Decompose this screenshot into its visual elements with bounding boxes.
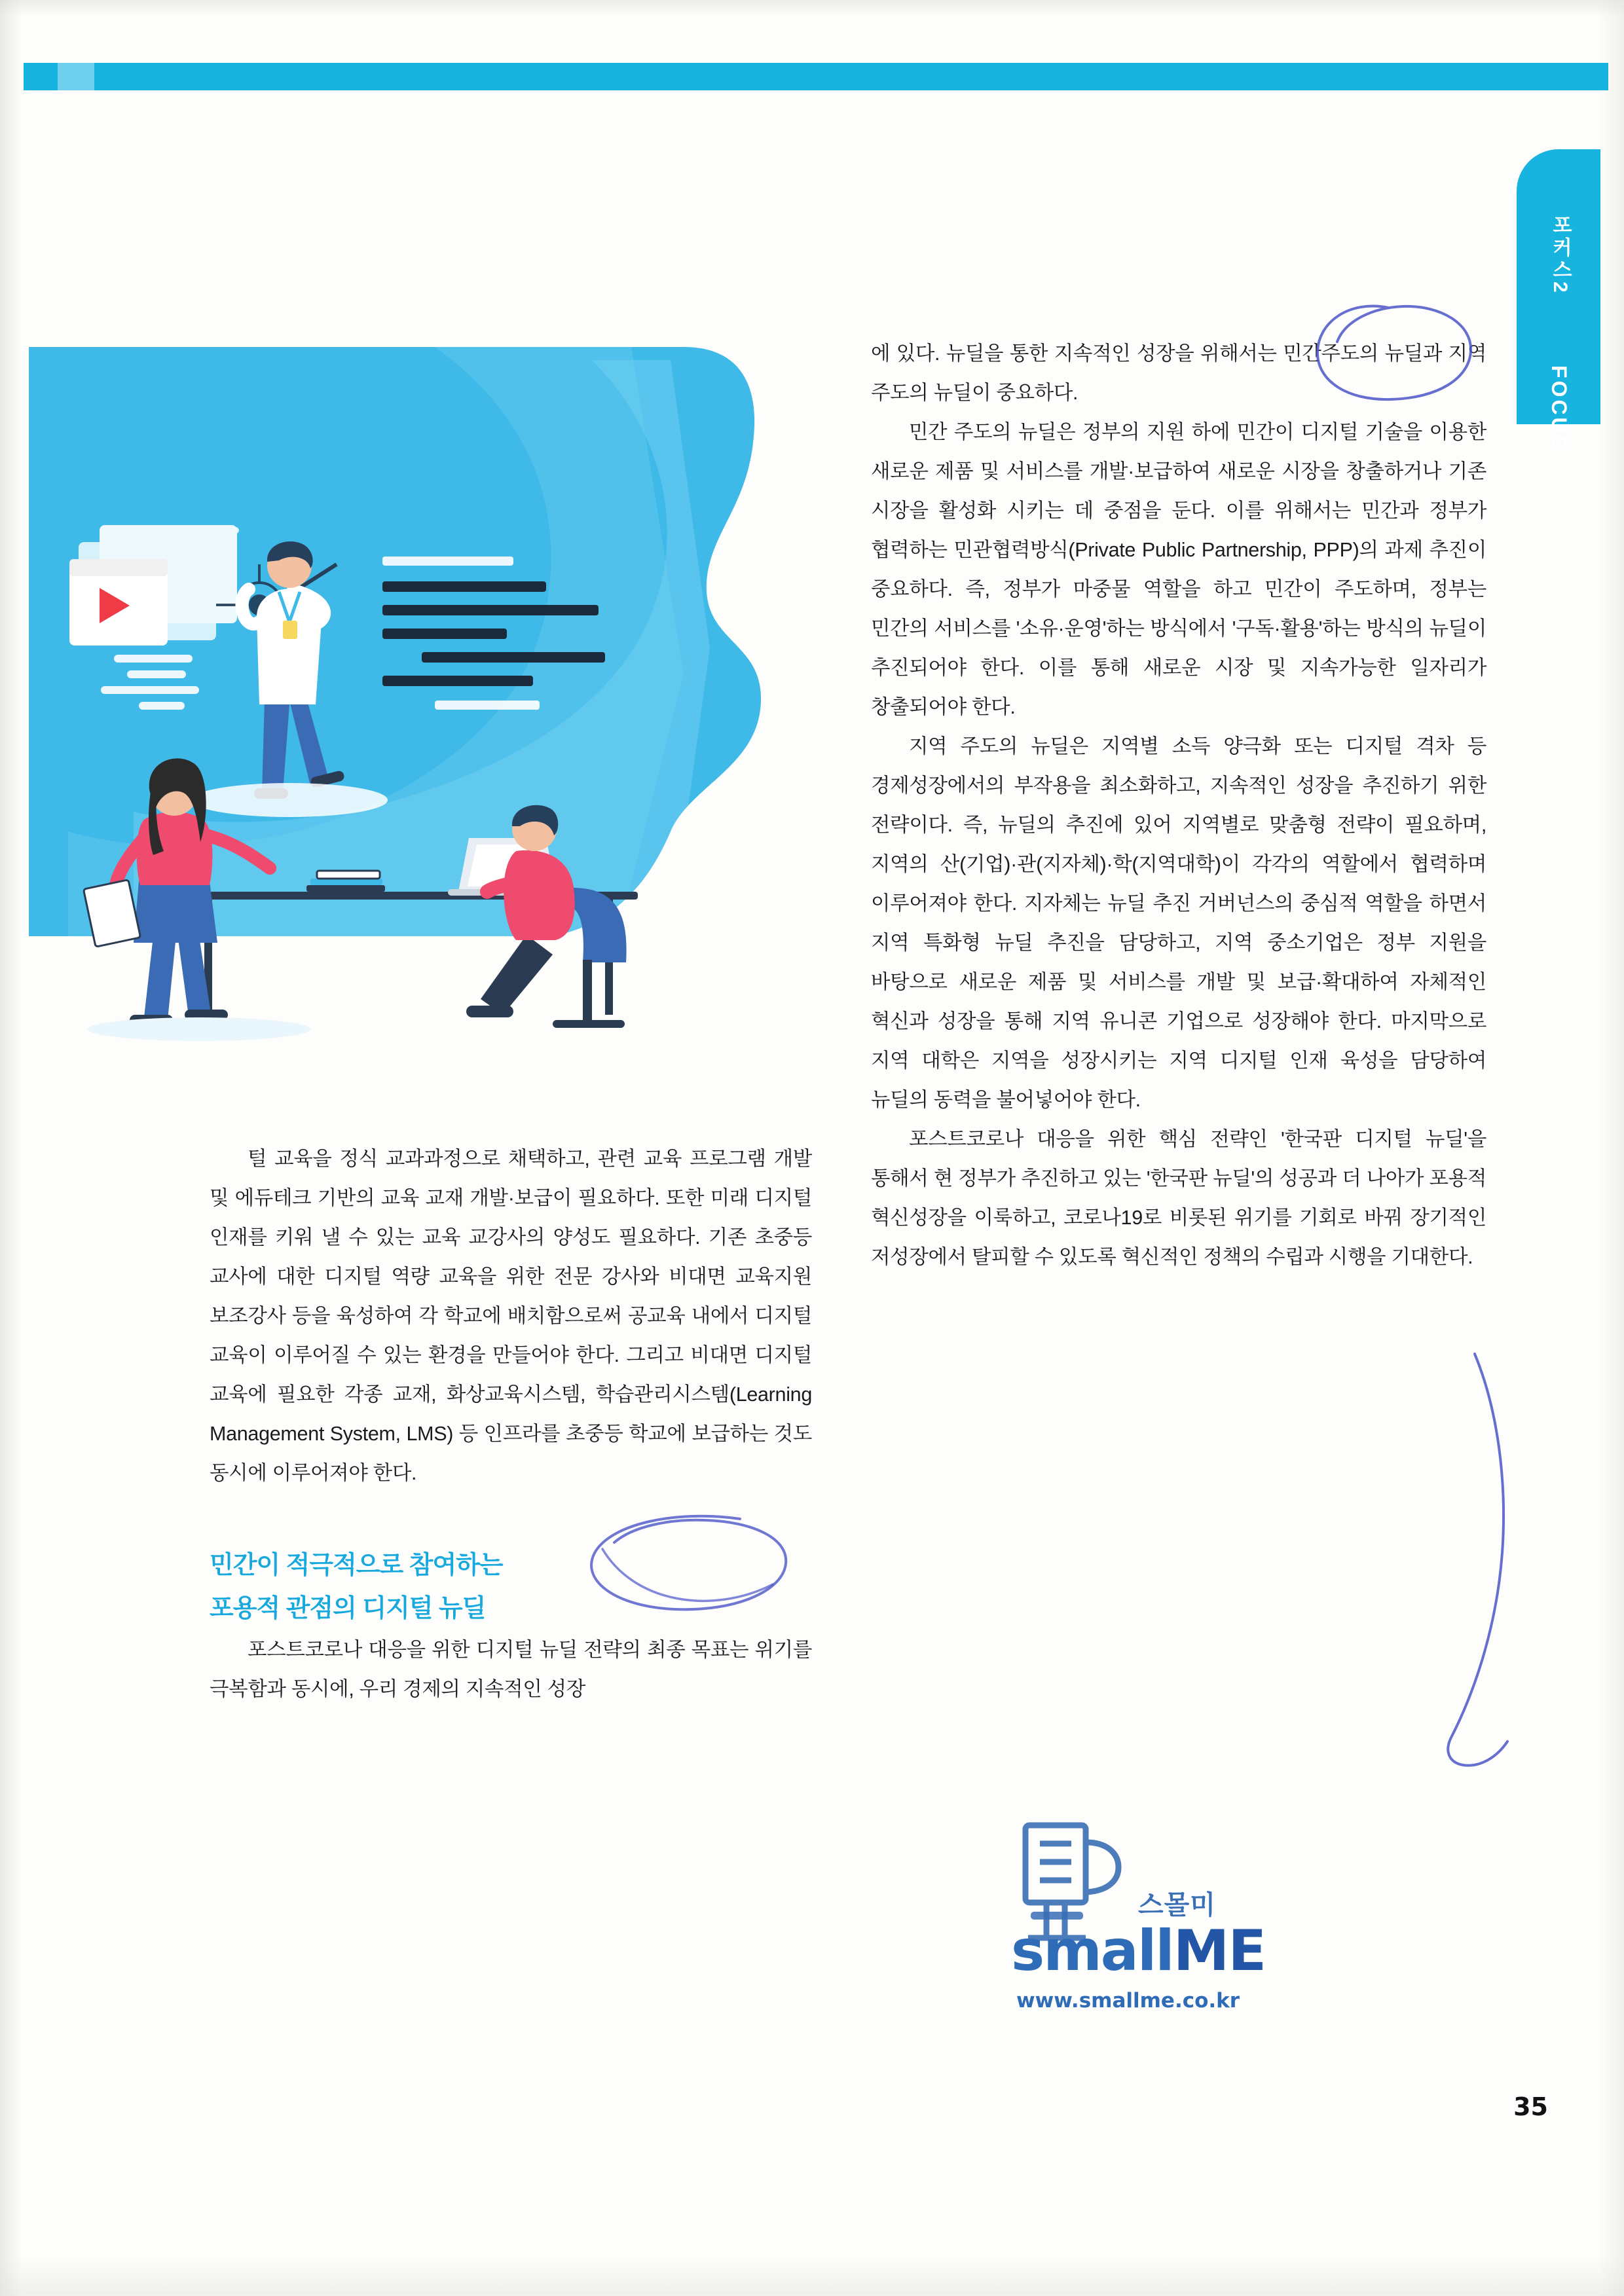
ink-bracket-right bbox=[1434, 1349, 1552, 1794]
scan-edge-bottom bbox=[0, 2257, 1624, 2296]
focus-section-tab bbox=[1517, 149, 1600, 452]
left-text-column bbox=[210, 1139, 812, 1709]
top-accent-bar bbox=[24, 63, 1608, 90]
right-text-column bbox=[871, 334, 1486, 1277]
top-accent-bar-notch bbox=[58, 63, 94, 90]
section-heading-line-2: 포용적 관점의 디지털 뉴딜 bbox=[210, 1595, 486, 1622]
paragraph-right-4: 포스트코로나 대응을 위한 핵심 전략인 '한국판 디지털 뉴딜'을 통해서 현 정부가 추진하고 있는 '한국판 뉴딜'의 성공과 더 나아가 포용적 혁신성장을 이룩하고, 코로나19로 비롯된 위기를 기회로 바꿔 장기적인 저성장에서 탈피할 수 있도록 혁신적인 정책의 수립과 시행을 기대한다. bbox=[871, 1128, 1486, 1268]
paragraph-right-3: 지역 주도의 뉴딜은 지역별 소득 양극화 또는 디지털 격차 등 경제성장에서의 부작용을 최소화하고, 지속적인 성장을 추진하기 위한 전략이다. 즉, 뉴딜의 추진에 있어 지역별로 맞춤형 전략이 필요하며, 지역의 산(기업)·관(지자체)·학(지역대학)이 각각의 역할에서 협력하며 이루어져야 한다. 지자체는 뉴딜 추진 거버넌스의 중심적 역할을 하면서 지역 특화형 뉴딜 추진을 담당하고, 지역 중소기업은 정부 지원을 바탕으로 새로운 제품 및 서비스를 개발 및 보급·확대하여 자체적인 혁신과 성장을 통해 지역 유니콘 기업으로 성장해야 한다. 마지막으로 지역 대학은 지역을 성장시키는 지역 디지털 인재 육성을 담당하여 뉴딜의 동력을 불어넣어야 한다. bbox=[871, 735, 1486, 1111]
page-number: 35 bbox=[1513, 2092, 1548, 2121]
section-heading-line-1: 민간이 적극적으로 참여하는 bbox=[210, 1552, 503, 1579]
paragraph-right-2: 민간 주도의 뉴딜은 정부의 지원 하에 민간이 디지털 기술을 이용한 새로운 제품 및 서비스를 개발·보급하여 새로운 시장을 창출하거나 기존 시장을 활성화 시키는 데 중점을 둔다. 이를 위해서는 민간과 정부가 협력하는 민관협력방식(Private Public Partnership, PPP)의 과제 추진이 중요하다. 즉, 정부가 마중물 역할을 하고 민간이 주도하며, 정부는 민간의 서비스를 '소유·운영'하는 방식에서 '구독·활용'하는 방식의 뉴딜이 추진되어야 한다. 이를 통해 새로운 시장 및 지속가능한 일자리가 창출되어야 한다. bbox=[871, 421, 1486, 718]
paragraph-right-1: 에 있다. 뉴딜을 통한 지속적인 성장을 위해서는 민간주도의 뉴딜과 지역 주도의 뉴딜이 중요하다. bbox=[871, 342, 1486, 404]
scan-edge-left bbox=[0, 0, 22, 2296]
scan-edge-top bbox=[0, 0, 1624, 17]
logo-wordmark bbox=[1011, 1918, 1265, 1984]
paragraph-left-2: 포스트코로나 대응을 위한 디지털 뉴딜 전략의 최종 목표는 위기를 극복함과 동시에, 우리 경제의 지속적인 성장 bbox=[210, 1639, 812, 1700]
logo-url: www.smallme.co.kr bbox=[1016, 1989, 1240, 2013]
focus-tab-label-en: FOCUS bbox=[1547, 365, 1571, 452]
publisher-logo bbox=[1002, 1813, 1283, 2043]
section-heading bbox=[210, 1544, 812, 1630]
paragraph-left-1: 털 교육을 정식 교과과정으로 채택하고, 관련 교육 프로그램 개발 및 에듀테크 기반의 교육 교재 개발·보급이 필요하다. 또한 미래 디지털 인재를 키워 낼 수 있는 교육 교강사의 양성도 필요하다. 기존 초중등 교사에 대한 디지털 역량 교육을 위한 전문 강사와 비대면 교육지원 보조강사 등을 육성하여 각 학교에 배치함으로써 공교육 내에서 디지털 교육이 이루어질 수 있는 환경을 만들어야 한다. 그리고 비대면 디지털 교육에 필요한 각종 교재, 화상교육시스템, 학습관리시스템(Learning Management System, LMS) 등 인프라를 초중등 학교에 보급하는 것도 동시에 이루어져야 한다. bbox=[210, 1148, 812, 1484]
logo-wordmark-small: small bbox=[1011, 1918, 1173, 1984]
logo-wordmark-me: ME bbox=[1173, 1918, 1266, 1984]
focus-tab-label-kr: 포커스2 bbox=[1549, 215, 1571, 295]
scan-edge-right bbox=[1598, 0, 1624, 2296]
logo-korean-text: 스몰미 bbox=[1138, 1891, 1216, 1920]
online-education-illustration bbox=[29, 334, 788, 1067]
